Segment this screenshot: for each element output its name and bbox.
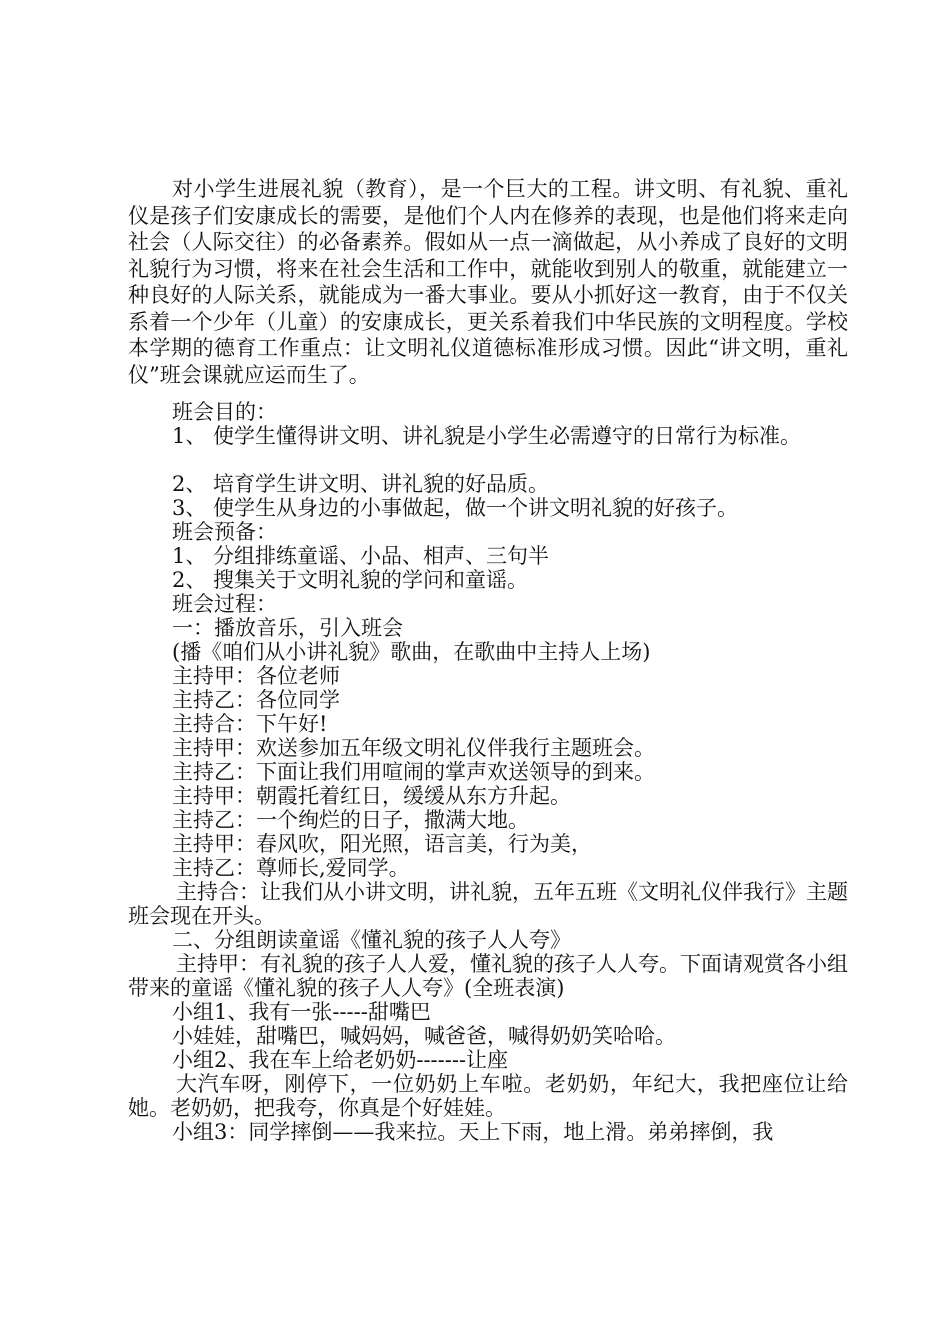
process-step-heading: 一：播放音乐，引入班会 [172, 616, 403, 640]
section-heading-preparation: 班会预备： [172, 520, 277, 544]
rhyme-line: 小娃娃，甜嘴巴，喊妈妈，喊爸爸，喊得奶奶笑哈哈。 [172, 1024, 676, 1048]
document-body [128, 400, 848, 1144]
dialogue-line: 主持乙：各位同学 [172, 688, 340, 712]
stage-direction: (播《咱们从小讲礼貌》歌曲，在歌曲中主持人上场) [172, 640, 651, 664]
preparation-item: 2、 搜集关于文明礼貌的学问和童谣。 [172, 568, 529, 592]
dialogue-line: 主持甲：春风吹，阳光照，语言美，行为美， [172, 832, 592, 856]
dialogue-paragraph: 主持甲：有礼貌的孩子人人爱，懂礼貌的孩子人人夸。下面请观赏各小组带来的童谣《懂礼貌的孩子人人夸》(全班表演) [128, 952, 848, 1000]
rhyme-paragraph: 大汽车呀，刚停下，一位奶奶上车啦。老奶奶，年纪大，我把座位让给她。老奶奶，把我夸，你真是个好娃娃。 [128, 1072, 848, 1120]
preparation-item: 1、 分组排练童谣、小品、相声、三句半 [172, 544, 550, 568]
group-heading: 小组3：同学摔倒——我来拉。天上下雨，地上滑。弟弟摔倒，我 [172, 1120, 774, 1144]
goal-item: 2、 培育学生讲文明、讲礼貌的好品质。 [172, 472, 550, 496]
goal-item: 3、 使学生从身边的小事做起，做一个讲文明礼貌的好孩子。 [172, 496, 739, 520]
group-heading: 小组2、我在车上给老奶奶-------让座 [172, 1048, 509, 1072]
dialogue-line: 主持合：下午好! [172, 712, 328, 736]
section-heading-process: 班会过程： [172, 592, 277, 616]
dialogue-line: 主持乙：一个绚烂的日子，撒满大地。 [172, 808, 529, 832]
section-heading-goals: 班会目的： [172, 400, 277, 424]
group-heading: 小组1、我有一张-----甜嘴巴 [172, 1000, 431, 1024]
intro-paragraph: 对小学生进展礼貌（教育），是一个巨大的工程。讲文明、有礼貌、重礼仪是孩子们安康成长的需要，是他们个人内在修养的表现，也是他们将来走向社会（人际交往）的必备素养。假如从一点一滴做起，从小养成了良好的文明礼貌行为习惯，将来在社会生活和工作中，就能收到别人的敬重，就能建立一种良好的人际关系，就能成为一番大事业。要从小抓好这一教育，由于不仅关系着一个少年（儿童）的安康成长，更关系着我们中华民族的文明程度。学校本学期的德育工作重点：让文明礼仪道德标准形成习惯。因此“讲文明，重礼仪”班会课就应运而生了。 [128, 177, 848, 387]
dialogue-paragraph: 主持合：让我们从小讲文明，讲礼貌，五年五班《文明礼仪伴我行》主题班会现在开头。 [128, 880, 848, 928]
process-step-heading: 二、分组朗读童谣《懂礼貌的孩子人人夸》 [172, 928, 571, 952]
dialogue-line: 主持甲：欢送参加五年级文明礼仪伴我行主题班会。 [172, 736, 655, 760]
dialogue-line: 主持甲：各位老师 [172, 664, 340, 688]
dialogue-line: 主持甲：朝霞托着红日，缓缓从东方升起。 [172, 784, 571, 808]
dialogue-line: 主持乙：下面让我们用喧闹的掌声欢送领导的到来。 [172, 760, 655, 784]
goal-item: 1、 使学生懂得讲文明、讲礼貌是小学生必需遵守的日常行为标准。 [172, 424, 802, 448]
dialogue-line: 主持乙：尊师长,爱同学。 [172, 856, 410, 880]
